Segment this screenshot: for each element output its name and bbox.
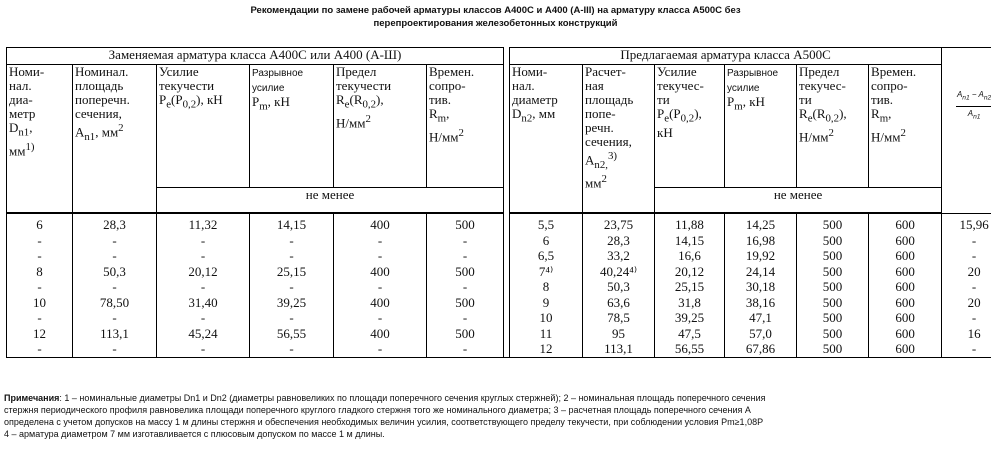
table-cell: - bbox=[73, 279, 157, 295]
table-cell: - bbox=[157, 279, 250, 295]
table-cell: - bbox=[7, 248, 73, 264]
table-cell: 16,98 bbox=[725, 233, 797, 249]
table-cell: 11 bbox=[510, 326, 583, 342]
table-row bbox=[7, 341, 991, 357]
ratio-denominator: $A_{n1}$ bbox=[967, 108, 981, 121]
table-cell: 40,24⁴⁾ bbox=[583, 264, 655, 280]
table-cell: - bbox=[942, 341, 991, 357]
table-cell: - bbox=[427, 248, 504, 264]
table-cell: 500 bbox=[797, 233, 869, 249]
table-cell: 33,2 bbox=[583, 248, 655, 264]
table-cell: - bbox=[427, 233, 504, 249]
replacement-table bbox=[6, 47, 991, 358]
replaced-group-header: Заменяемая арматура класса А400С или А400 (А-Ш) bbox=[7, 48, 504, 65]
table-cell: 600 bbox=[869, 264, 942, 280]
col-header-re-left: Предел текучести $R_e(R_{0,2})$, $Н/мм^2$ bbox=[334, 65, 427, 188]
table-cell: 16,6 bbox=[655, 248, 725, 264]
col-header-pe-right: Усилие текучес- ти $P_e(P_{0,2})$, кН bbox=[655, 65, 725, 188]
table-cell: 500 bbox=[427, 213, 504, 233]
table-cell: 14,15 bbox=[250, 213, 334, 233]
table-cell: 56,55 bbox=[250, 326, 334, 342]
table-cell: 500 bbox=[427, 326, 504, 342]
table-cell: - bbox=[942, 310, 991, 326]
notes-line-1-text: : 1 – номинальные диаметры Dn1 и Dn2 (диаметры равновеликих по площади поперечного сечения круглых стержней); 2 – номинальная площадь поперечного сечения bbox=[59, 393, 766, 403]
table-cell: 600 bbox=[869, 341, 942, 357]
table-row bbox=[7, 279, 991, 295]
table-cell: 600 bbox=[869, 213, 942, 233]
table-cell: - bbox=[73, 248, 157, 264]
table-cell: 113,1 bbox=[73, 326, 157, 342]
table-cell: 63,6 bbox=[583, 295, 655, 311]
table-cell: - bbox=[942, 279, 991, 295]
table-row bbox=[7, 264, 991, 280]
table-cell: 6,5 bbox=[510, 248, 583, 264]
table-cell: - bbox=[334, 341, 427, 357]
table-cell: 6 bbox=[7, 213, 73, 233]
table-cell: - bbox=[427, 341, 504, 357]
table-cell: 45,24 bbox=[157, 326, 250, 342]
table-cell: 500 bbox=[427, 264, 504, 280]
table-cell: 19,92 bbox=[725, 248, 797, 264]
notes-line-2: стержня периодического профиля равновелика площади поперечного круглого гладкого стержня того же номинального диаметра; 3 – расчетная площадь поперечного сечения А bbox=[4, 405, 751, 415]
table-cell: - bbox=[334, 248, 427, 264]
notes-block bbox=[4, 392, 991, 440]
table-cell: 10 bbox=[7, 295, 73, 311]
table-cell: 50,3 bbox=[73, 264, 157, 280]
table-cell: 8 bbox=[510, 279, 583, 295]
not-less-left: не менее bbox=[157, 188, 504, 214]
title-line-1: Рекомендации по замене рабочей арматуры классов А400С и А400 (А-III) на арматуру класса А500С без bbox=[250, 5, 741, 16]
document-title bbox=[0, 4, 991, 30]
table-row bbox=[7, 248, 991, 264]
table-cell: 11,32 bbox=[157, 213, 250, 233]
table-cell: 600 bbox=[869, 310, 942, 326]
col-header-pe-left: Усилие текучести $P_e(P_{0,2})$, кН bbox=[157, 65, 250, 188]
table-cell: 600 bbox=[869, 233, 942, 249]
table-cell: - bbox=[73, 310, 157, 326]
table-cell: - bbox=[250, 233, 334, 249]
table-cell: 24,14 bbox=[725, 264, 797, 280]
ratio-numerator: $A_{n1} - A_{n2}$ bbox=[956, 88, 991, 107]
table-cell: - bbox=[250, 248, 334, 264]
table-cell: 500 bbox=[797, 341, 869, 357]
table-row bbox=[7, 233, 991, 249]
table-cell: - bbox=[73, 233, 157, 249]
table-cell: 500 bbox=[427, 295, 504, 311]
table-cell: 38,16 bbox=[725, 295, 797, 311]
ratio-header bbox=[942, 48, 991, 214]
table-cell: - bbox=[334, 310, 427, 326]
table-cell: 5,5 bbox=[510, 213, 583, 233]
notes-label: Примечания bbox=[4, 393, 60, 403]
proposed-group-header: Предлагаемая арматура класса А500С bbox=[510, 48, 942, 65]
table-cell: 57,0 bbox=[725, 326, 797, 342]
table-cell: 95 bbox=[583, 326, 655, 342]
table-row bbox=[7, 213, 991, 233]
table-cell: 25,15 bbox=[655, 279, 725, 295]
table-cell: 8 bbox=[7, 264, 73, 280]
table-cell: 23,75 bbox=[583, 213, 655, 233]
table-cell: 28,3 bbox=[73, 213, 157, 233]
table-body bbox=[7, 213, 991, 357]
table-cell: - bbox=[427, 310, 504, 326]
table-cell: 14,25 bbox=[725, 213, 797, 233]
col-header-pm-left: Разрывное усилие $P_m$, кН bbox=[250, 65, 334, 188]
table-cell: - bbox=[7, 341, 73, 357]
not-less-right: не менее bbox=[655, 188, 942, 214]
table-cell: 10 bbox=[510, 310, 583, 326]
table-cell: - bbox=[73, 341, 157, 357]
table-cell: 600 bbox=[869, 326, 942, 342]
notes-line-4: 4 – арматура диаметром 7 мм изготавливается с плюсовым допуском по массе 1 м длины. bbox=[4, 429, 385, 439]
table-cell: 6 bbox=[510, 233, 583, 249]
table-cell: 78,50 bbox=[73, 295, 157, 311]
table-cell: 500 bbox=[797, 264, 869, 280]
table-cell: 20 bbox=[942, 295, 991, 311]
table-cell: 500 bbox=[797, 248, 869, 264]
table-cell: 30,18 bbox=[725, 279, 797, 295]
table-cell: - bbox=[7, 279, 73, 295]
table-cell: 14,15 bbox=[655, 233, 725, 249]
table-cell: 39,25 bbox=[655, 310, 725, 326]
table-cell: - bbox=[942, 248, 991, 264]
table-cell: 16 bbox=[942, 326, 991, 342]
table-cell: - bbox=[157, 341, 250, 357]
table-cell: 400 bbox=[334, 326, 427, 342]
table-cell: 31,40 bbox=[157, 295, 250, 311]
table-cell: 56,55 bbox=[655, 341, 725, 357]
table-cell: 15,96 bbox=[942, 213, 991, 233]
col-header-dn1: Номи- нал. диа- метр $D_{n1}$, $мм^{1)}$ bbox=[7, 65, 73, 214]
table-row bbox=[7, 326, 991, 342]
table-cell: 500 bbox=[797, 326, 869, 342]
table-cell: 78,5 bbox=[583, 310, 655, 326]
table-cell: 20 bbox=[942, 264, 991, 280]
table-cell: 600 bbox=[869, 279, 942, 295]
table-row bbox=[7, 295, 991, 311]
table-cell: 47,5 bbox=[655, 326, 725, 342]
table-cell: - bbox=[942, 233, 991, 249]
table-cell: 25,15 bbox=[250, 264, 334, 280]
table-cell: 47,1 bbox=[725, 310, 797, 326]
table-cell: 12 bbox=[7, 326, 73, 342]
table-cell: - bbox=[427, 279, 504, 295]
table-cell: 500 bbox=[797, 295, 869, 311]
table-cell: 67,86 bbox=[725, 341, 797, 357]
col-header-rm-left: Времен. сопро- тив. $R_m$, $Н/мм^2$ bbox=[427, 65, 504, 188]
table-cell: 500 bbox=[797, 213, 869, 233]
table-cell: 7⁴⁾ bbox=[510, 264, 583, 280]
table-cell: 400 bbox=[334, 295, 427, 311]
table-cell: 600 bbox=[869, 248, 942, 264]
table-cell: 500 bbox=[797, 279, 869, 295]
col-header-rm-right: Времен. сопро- тив. $R_m$, $Н/мм^2$ bbox=[869, 65, 942, 188]
col-header-re-right: Предел текучес- ти $R_e(R_{0,2})$, $Н/мм^2$ bbox=[797, 65, 869, 188]
table-cell: - bbox=[334, 233, 427, 249]
table-cell: - bbox=[157, 310, 250, 326]
replacement-table-wrap bbox=[6, 47, 991, 358]
table-cell: 600 bbox=[869, 295, 942, 311]
table-cell: 31,8 bbox=[655, 295, 725, 311]
table-cell: - bbox=[7, 233, 73, 249]
table-cell: - bbox=[250, 310, 334, 326]
table-cell: 20,12 bbox=[157, 264, 250, 280]
col-header-an1: Номинал. площадь поперечн. сечения, $А_{n1}$, $мм^2$ bbox=[73, 65, 157, 214]
table-cell: - bbox=[334, 279, 427, 295]
col-header-an2: Расчет- ная площадь попе- речн. сечения, $А_{n2,}^{3)}$ $мм^2$ bbox=[583, 65, 655, 214]
table-cell: - bbox=[7, 310, 73, 326]
col-header-dn2: Номи- нал. диаметр $D_{n2}$, мм bbox=[510, 65, 583, 214]
notes-line-3: определена с учетом допусков на массу 1 м длины стержня и обеспечения необходимых величин усилия, соответствующего пределу текучести, при соблюдении условия Pm≥1,08P bbox=[4, 417, 764, 427]
table-cell: - bbox=[250, 341, 334, 357]
title-line-2: перепроектирования железобетонных конструкций bbox=[373, 18, 618, 29]
table-cell: 113,1 bbox=[583, 341, 655, 357]
table-cell: 12 bbox=[510, 341, 583, 357]
table-cell: 500 bbox=[797, 310, 869, 326]
notes-line-1 bbox=[4, 392, 991, 404]
table-cell: 400 bbox=[334, 264, 427, 280]
table-cell: 9 bbox=[510, 295, 583, 311]
table-cell: 50,3 bbox=[583, 279, 655, 295]
table-cell: - bbox=[157, 248, 250, 264]
table-cell: 28,3 bbox=[583, 233, 655, 249]
table-cell: 20,12 bbox=[655, 264, 725, 280]
table-cell: 39,25 bbox=[250, 295, 334, 311]
table-row bbox=[7, 310, 991, 326]
table-cell: - bbox=[250, 279, 334, 295]
table-cell: 400 bbox=[334, 213, 427, 233]
col-header-pm-right: Разрывное усилие $P_m$, кН bbox=[725, 65, 797, 188]
table-cell: - bbox=[157, 233, 250, 249]
table-cell: 11,88 bbox=[655, 213, 725, 233]
